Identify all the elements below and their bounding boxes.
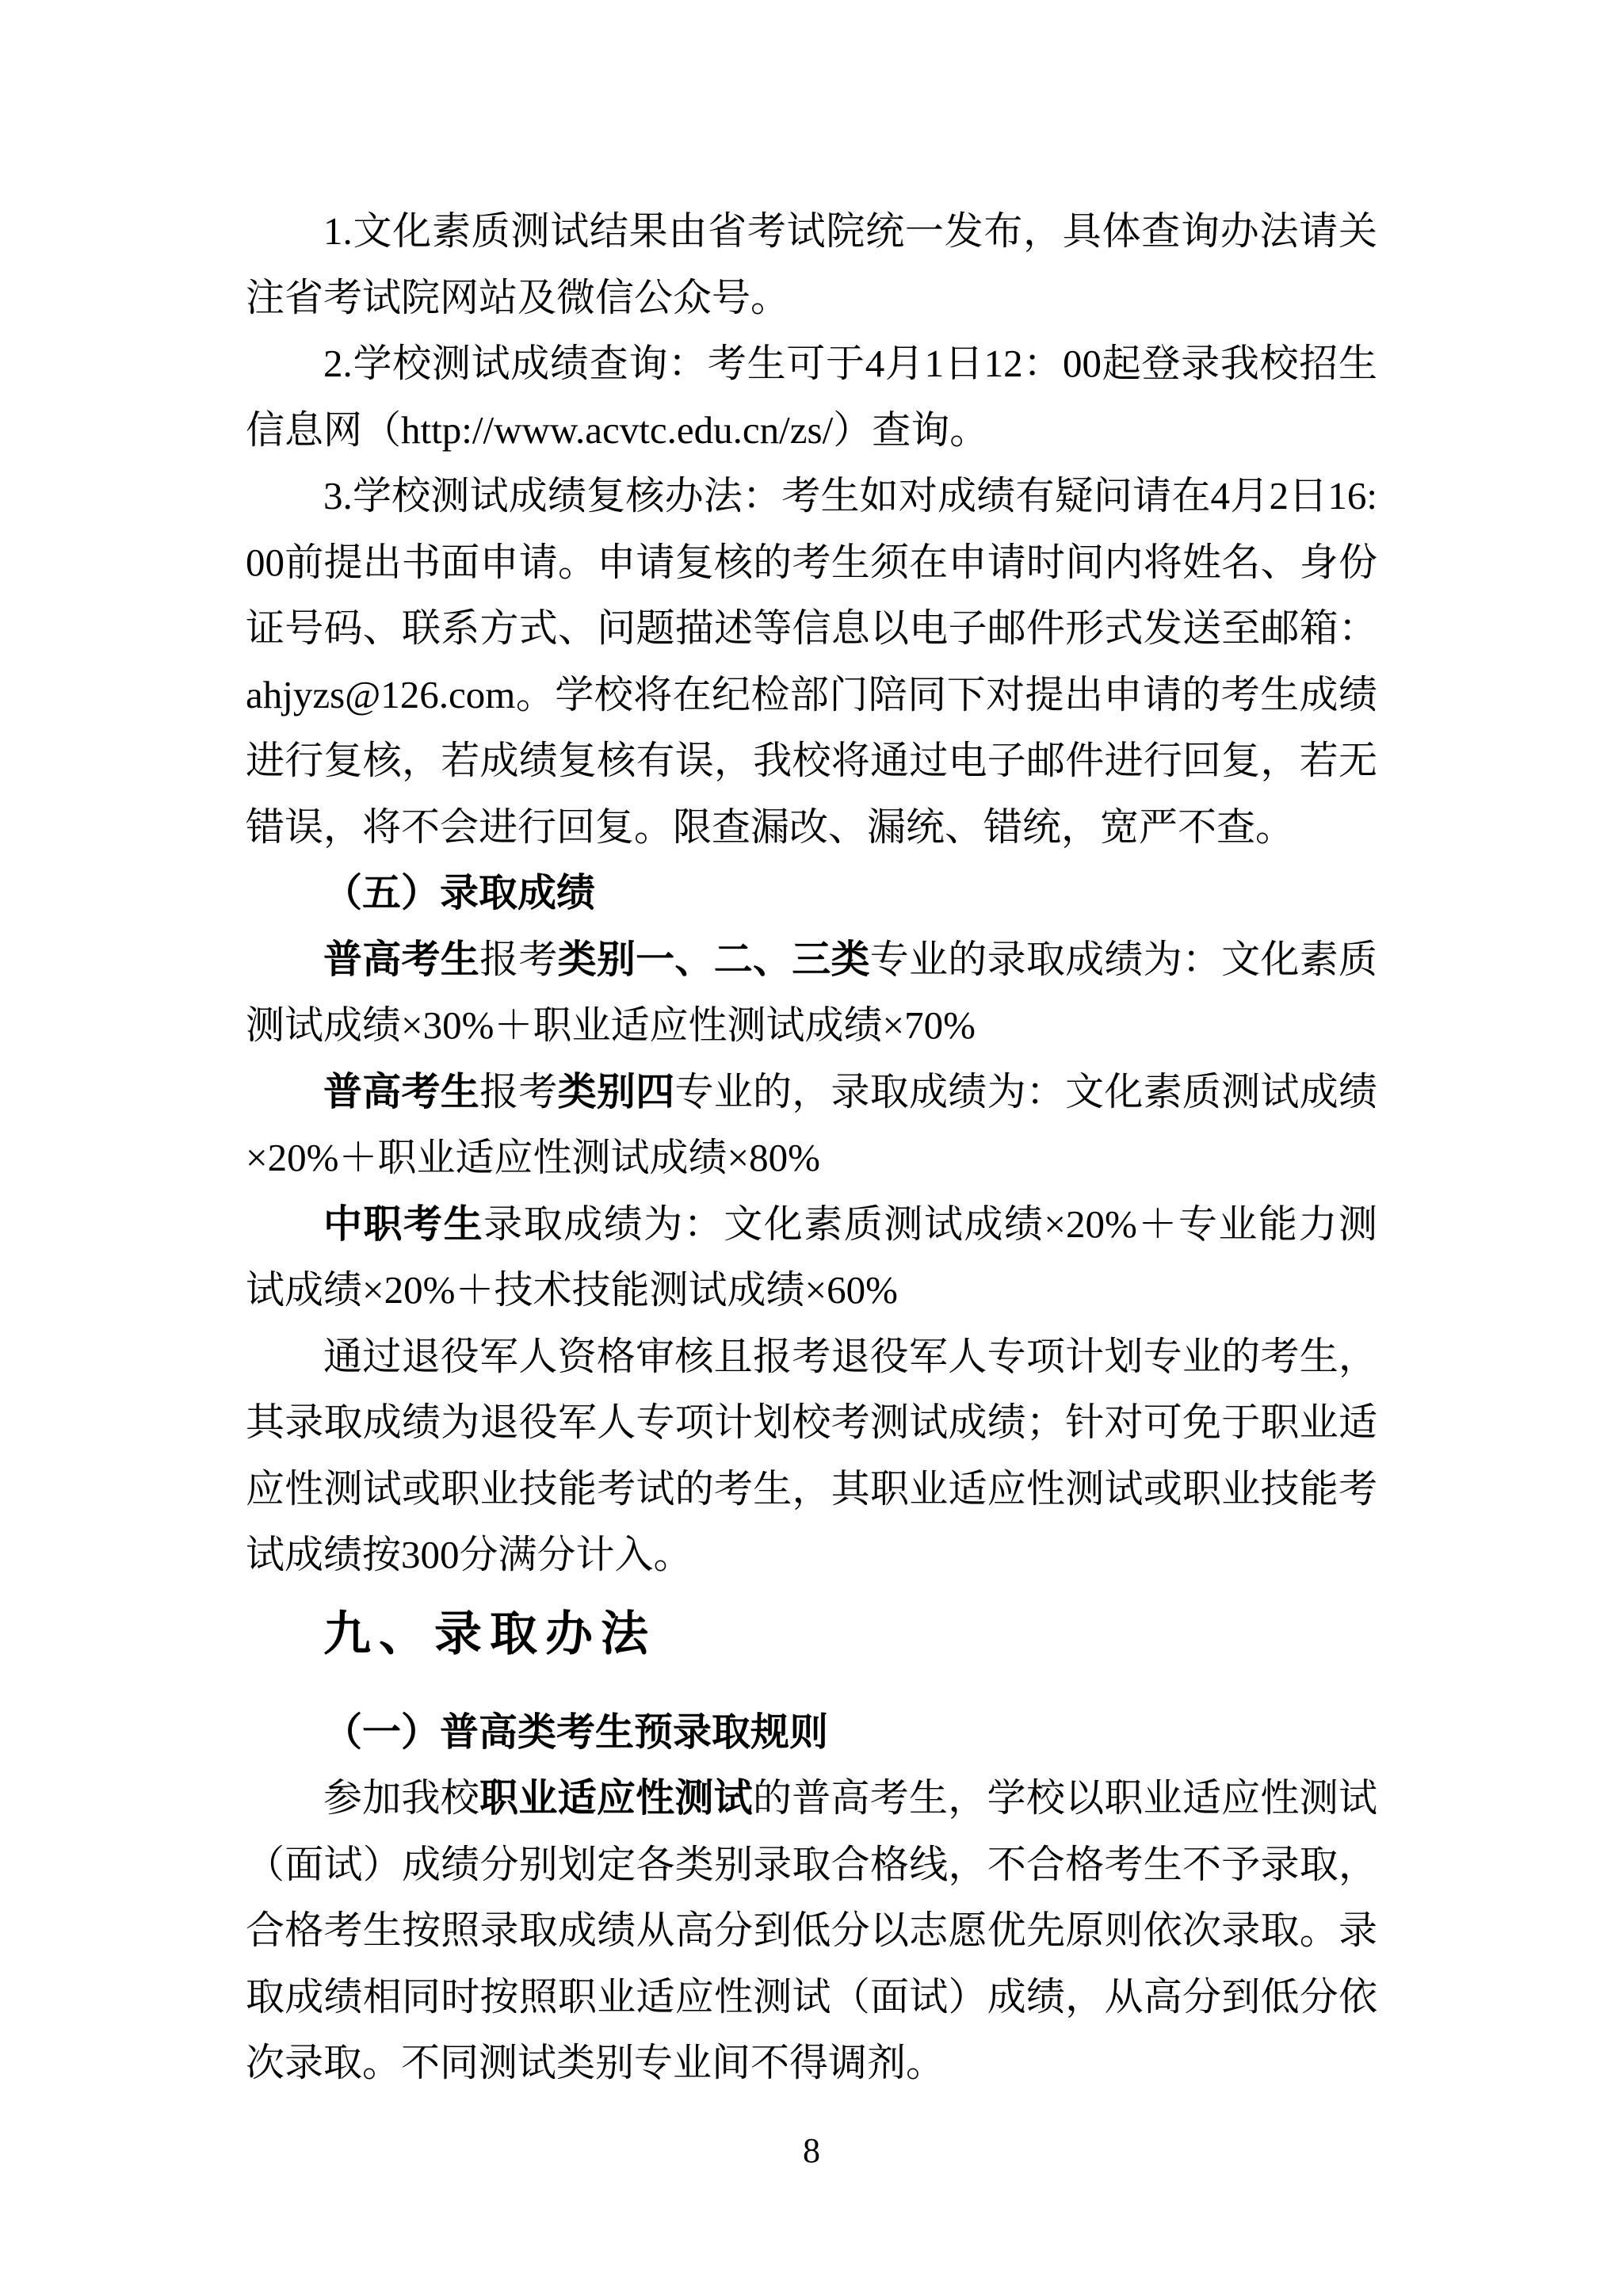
para-school-score-query: [246, 330, 1377, 463]
para-general-category-4: [246, 1059, 1377, 1191]
page-body: [246, 198, 1377, 2096]
para-score-review-method: [246, 463, 1377, 860]
text-run-bold: 类别一、二、三类: [557, 937, 870, 981]
text-run: 专业的录取成绩为：文化素质测试成绩×30%＋职业适应性测试成绩×70%: [246, 937, 1377, 1047]
text-run: 专业的，录取成绩为：文化素质测试成绩×20%＋职业适应性测试成绩×80%: [246, 1069, 1377, 1179]
text-run: 录取成绩为：文化素质测试成绩×20%＋专业能力测试成绩×20%＋技术技能测试成绩×60%: [246, 1201, 1377, 1312]
para-general-category-123: [246, 926, 1377, 1059]
page-number: 8: [803, 2131, 820, 2170]
text-run-bold: 类别四: [557, 1069, 675, 1114]
text-run-bold: 普高考生: [323, 937, 480, 981]
text-run: 的普高考生，学校以职业适应性测试（面试）成绩分别划定各类别录取合格线，不合格考生不予录取，合格考生按照录取成绩从高分到低分以志愿优先原则依次录取。录取成绩相同时按照职业适应性测试（面试）成绩，从高分到低分依次录取。不同测试类别专业间不得调剂。: [246, 1776, 1377, 2084]
heading-general-prerule: [246, 1699, 1377, 1766]
text-run-bold: 职业适应性测试: [479, 1776, 753, 1820]
text-run-bold: 中职考生: [323, 1201, 484, 1246]
heading-admission-score: [246, 860, 1377, 926]
para-score-announcement: [246, 198, 1377, 330]
text-run: （一）普高类考生预录取规则: [323, 1710, 829, 1754]
text-run: 参加我校: [323, 1776, 480, 1820]
text-run: 通过退役军人资格审核且报考退役军人专项计划专业的考生，其录取成绩为退役军人专项计划校考测试成绩；针对可免于职业适应性测试或职业技能考试的考生，其职业适应性测试或职业技能考试成绩按300分满分计入。: [246, 1334, 1377, 1576]
para-general-prerule-detail: [246, 1765, 1377, 2096]
text-run: 3.学校测试成绩复核办法：考生如对成绩有疑问请在4月2日16:: [323, 474, 1377, 518]
text-run: 九、录取办法: [323, 1606, 656, 1660]
text-run: 报考: [479, 937, 558, 981]
text-run: （五）录取成绩: [323, 871, 596, 915]
text-run-bold: 普高考生: [323, 1069, 480, 1114]
para-veteran-policy: [246, 1324, 1377, 1588]
para-vocational-score: [246, 1191, 1377, 1324]
text-run: 1.文化素质测试结果由省考试院统一发布，具体查询办法请关注省考试院网站及微信公众号。: [246, 209, 1377, 319]
heading-admission-method: [246, 1596, 1377, 1672]
text-run: 00前提出书面申请。申请复核的考生须在申请时间内将姓名、身份证号码、联系方式、问题描述等信息以电子邮件形式发送至邮箱：ahjyzs@126.com。学校将在纪检部门陪同下对提出申请的考生成绩进行复核，若成绩复核有误，我校将通过电子邮件进行回复，若无错误，将不会进行回复。限查漏改、漏统、错统，宽严不查。: [246, 540, 1377, 849]
text-run: 2.学校测试成绩查询：考生可于4月1日12：00起登录我校招生信息网（http://www.acvtc.edu.cn/zs/）查询。: [246, 342, 1377, 452]
text-run: 报考: [479, 1069, 558, 1114]
